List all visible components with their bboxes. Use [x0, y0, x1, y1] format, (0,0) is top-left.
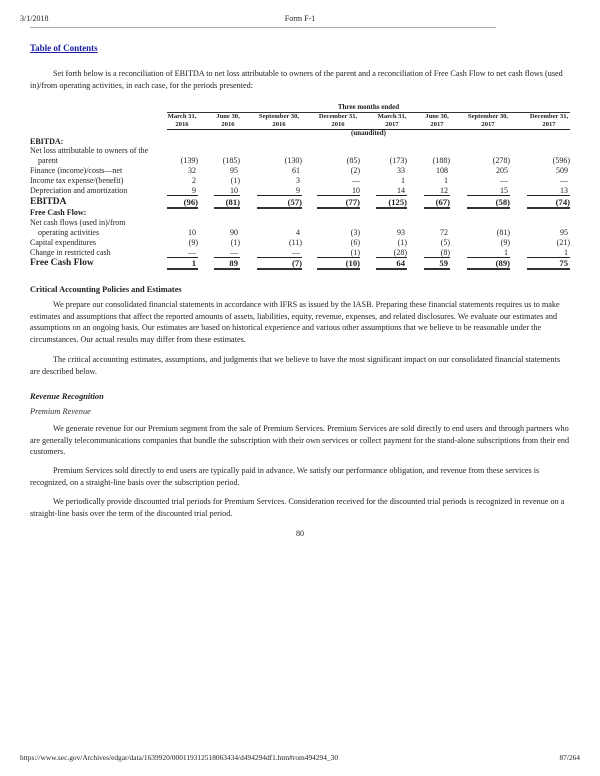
column-header: September 30, 2017 — [467, 113, 509, 128]
table-cell: 72 — [440, 228, 448, 237]
table-cell: (9) — [188, 238, 198, 247]
total-double-rule — [424, 207, 450, 209]
column-header: June 30, 2016 — [216, 113, 240, 128]
table-cell: 509 — [556, 166, 568, 175]
table-cell: 32 — [188, 166, 196, 175]
table-cell: 10 — [188, 228, 196, 237]
table-cell: 1 — [564, 248, 568, 257]
subtotal-rule — [317, 195, 360, 196]
row-label: Finance (income)/costs—net — [30, 166, 123, 175]
column-header: September 30, 2016 — [258, 113, 300, 128]
total-double-rule — [376, 207, 407, 209]
subtotal-rule — [214, 195, 240, 196]
total-double-rule — [527, 268, 570, 270]
table-cell: 95 — [230, 166, 238, 175]
total-double-rule — [317, 207, 360, 209]
row-label-total: EBITDA — [30, 197, 67, 207]
intro-paragraph — [30, 68, 572, 91]
table-cell: — — [500, 176, 508, 185]
table-cell: 9 — [296, 186, 300, 195]
table-cell: 33 — [397, 166, 405, 175]
total-cell: (7) — [291, 258, 302, 268]
table-cell: — — [230, 248, 238, 257]
row-label: parent — [38, 156, 58, 165]
table-cell: (1) — [230, 176, 240, 185]
paragraph-text: We periodically provide discounted trial periods for Premium Services. Consideration received for the discounted trial periods is recognized in revenue on a straight-line basis over the term of the discounted trial period. — [30, 497, 565, 518]
table-cell: (130) — [284, 156, 302, 165]
total-cell: (81) — [225, 197, 240, 207]
table-cell: (28) — [393, 248, 407, 257]
table-cell: (8) — [440, 248, 450, 257]
table-cell: 10 — [230, 186, 238, 195]
total-cell: (77) — [345, 197, 360, 207]
row-label: Net cash flows (used in)/from — [30, 218, 126, 227]
total-cell: (58) — [495, 197, 510, 207]
revenue-paragraph-2 — [30, 465, 572, 488]
total-double-rule — [467, 207, 510, 209]
table-cell: (278) — [492, 156, 510, 165]
total-double-rule — [317, 268, 360, 270]
table-cell: (1) — [350, 248, 360, 257]
subtotal-rule — [527, 195, 570, 196]
paragraph-text: We generate revenue for our Premium segment from the sale of Premium Services. Premium Services are sold directly to end users and through partners who are generally telecommunications companies that bundle the subscription with their own services or collect payment for the stand-alone subscriptions from their end customers. — [30, 424, 570, 456]
table-cell: 9 — [192, 186, 196, 195]
group-header: Three months ended — [337, 103, 400, 111]
table-cell: (3) — [350, 228, 360, 237]
table-cell: (139) — [180, 156, 198, 165]
table-cell: — — [292, 248, 300, 257]
table-cell: — — [560, 176, 568, 185]
table-cell: 1 — [504, 248, 508, 257]
section-title-fcf: Free Cash Flow: — [30, 208, 87, 217]
total-double-rule — [424, 268, 450, 270]
total-cell: 75 — [559, 258, 568, 268]
table-cell: (21) — [556, 238, 570, 247]
document-title: Form F-1 — [284, 14, 316, 23]
print-date: 3/1/2018 — [20, 14, 49, 23]
header-divider — [30, 27, 496, 28]
paragraph-text: The critical accounting estimates, assumptions, and judgments that we believe to have the most significant impact on our consolidated financial statements are described below. — [30, 355, 561, 376]
table-cell: (1) — [230, 238, 240, 247]
paragraph-text: We prepare our consolidated financial statements in accordance with IFRS as issued by the IASB. Preparing these financial statements requires us to make estimates and assumptions that affect the reported amounts of assets, liabilities, equity, revenue, expenses, and related disclosures. We evaluate our estimates and assumptions on an ongoing basis. Our estimates are based on historical experience and various other assumptions that we believe to be reasonable under the circumstances. Our actual results may differ from these estimates. — [30, 300, 560, 344]
total-cell: 64 — [396, 258, 405, 268]
table-cell: 93 — [397, 228, 405, 237]
total-double-rule — [167, 207, 198, 209]
intro-text: Set forth below is a reconciliation of EBITDA to net loss attributable to owners of the parent and a reconciliation of Free Cash Flow to net cash flows (used in)/from operating activities, in each case, for the periods presented: — [30, 69, 563, 90]
total-cell: (74) — [555, 197, 570, 207]
footer-url: https://www.sec.gov/Archives/edgar/data/1639920/000119312518063434/d494294df1.htm#rom494294_30 — [20, 753, 339, 762]
revenue-paragraph-1 — [30, 423, 572, 458]
total-double-rule — [257, 268, 302, 270]
paragraph-text: Premium Services sold directly to end users are typically paid in advance. We satisfy our performance obligation, and revenue from these services is recognized, on a straight-line basis over the subscription period. — [30, 466, 540, 487]
table-cell: 95 — [560, 228, 568, 237]
row-label: operating activities — [38, 228, 100, 237]
row-label: Capital expenditures — [30, 238, 96, 247]
row-label: Net loss attributable to owners of the — [30, 146, 149, 155]
table-cell: (188) — [432, 156, 450, 165]
section-heading-revenue-recognition: Revenue Recognition — [30, 392, 104, 401]
table-cell: 13 — [560, 186, 568, 195]
table-cell: (9) — [500, 238, 510, 247]
critical-paragraph-2 — [30, 354, 572, 377]
row-label-total: Free Cash Flow — [30, 258, 94, 268]
total-cell: (89) — [495, 258, 510, 268]
table-cell: 108 — [436, 166, 448, 175]
total-cell: (96) — [183, 197, 198, 207]
table-cell: (2) — [350, 166, 360, 175]
table-cell: 3 — [296, 176, 300, 185]
section-title-ebitda: EBITDA: — [30, 137, 64, 146]
table-cell: (5) — [440, 238, 450, 247]
total-cell: 89 — [229, 258, 238, 268]
footer-page-count: 87/264 — [559, 753, 580, 762]
total-double-rule — [257, 207, 302, 209]
table-cell: — — [352, 176, 360, 185]
column-header: December 31, 2016 — [318, 113, 358, 128]
table-cell: (85) — [346, 156, 360, 165]
table-cell: 1 — [401, 176, 405, 185]
table-cell: (1) — [397, 238, 407, 247]
subtotal-rule — [376, 195, 407, 196]
table-cell: 90 — [230, 228, 238, 237]
total-cell: (57) — [287, 197, 302, 207]
total-double-rule — [467, 268, 510, 270]
subtotal-rule — [424, 195, 450, 196]
table-cell: (6) — [350, 238, 360, 247]
page-number: 80 — [296, 529, 304, 538]
subtotal-rule — [467, 195, 510, 196]
subtotal-rule — [167, 195, 198, 196]
table-cell: (81) — [496, 228, 510, 237]
total-cell: (125) — [388, 197, 407, 207]
table-cell: 205 — [496, 166, 508, 175]
row-label: Change in restricted cash — [30, 248, 111, 257]
table-cell: 15 — [500, 186, 508, 195]
table-of-contents-link[interactable]: Table of Contents — [30, 43, 98, 53]
table-cell: 2 — [192, 176, 196, 185]
column-header: March 31, 2016 — [167, 113, 197, 128]
critical-paragraph-1 — [30, 299, 572, 345]
total-cell: (10) — [345, 258, 360, 268]
table-cell: 4 — [296, 228, 300, 237]
table-cell: (11) — [288, 238, 302, 247]
total-double-rule — [167, 268, 198, 270]
table-cell: (185) — [222, 156, 240, 165]
row-label: Depreciation and amortization — [30, 186, 128, 195]
section-heading-critical-accounting: Critical Accounting Policies and Estimates — [30, 285, 182, 294]
revenue-paragraph-3 — [30, 496, 572, 519]
table-cell: (173) — [389, 156, 407, 165]
table-cell: (596) — [552, 156, 570, 165]
subtotal-rule — [257, 195, 302, 196]
column-header: March 31, 2017 — [377, 113, 407, 128]
table-cell: 61 — [292, 166, 300, 175]
table-cell: 14 — [397, 186, 405, 195]
total-double-rule — [376, 268, 407, 270]
table-cell: 10 — [352, 186, 360, 195]
total-double-rule — [214, 207, 240, 209]
total-double-rule — [527, 207, 570, 209]
column-header: December 31, 2017 — [529, 113, 569, 128]
row-label: Income tax expense/(benefit) — [30, 176, 124, 185]
table-cell: — — [188, 248, 196, 257]
unaudited-label: (unaudited) — [350, 129, 386, 137]
total-cell: 59 — [439, 258, 448, 268]
column-header: June 30, 2017 — [425, 113, 449, 128]
total-cell: 1 — [191, 258, 196, 268]
total-cell: (67) — [435, 197, 450, 207]
table-cell: 1 — [444, 176, 448, 185]
table-cell: 12 — [440, 186, 448, 195]
page-header — [0, 0, 600, 30]
subheading-premium-revenue: Premium Revenue — [30, 407, 91, 416]
total-double-rule — [214, 268, 240, 270]
